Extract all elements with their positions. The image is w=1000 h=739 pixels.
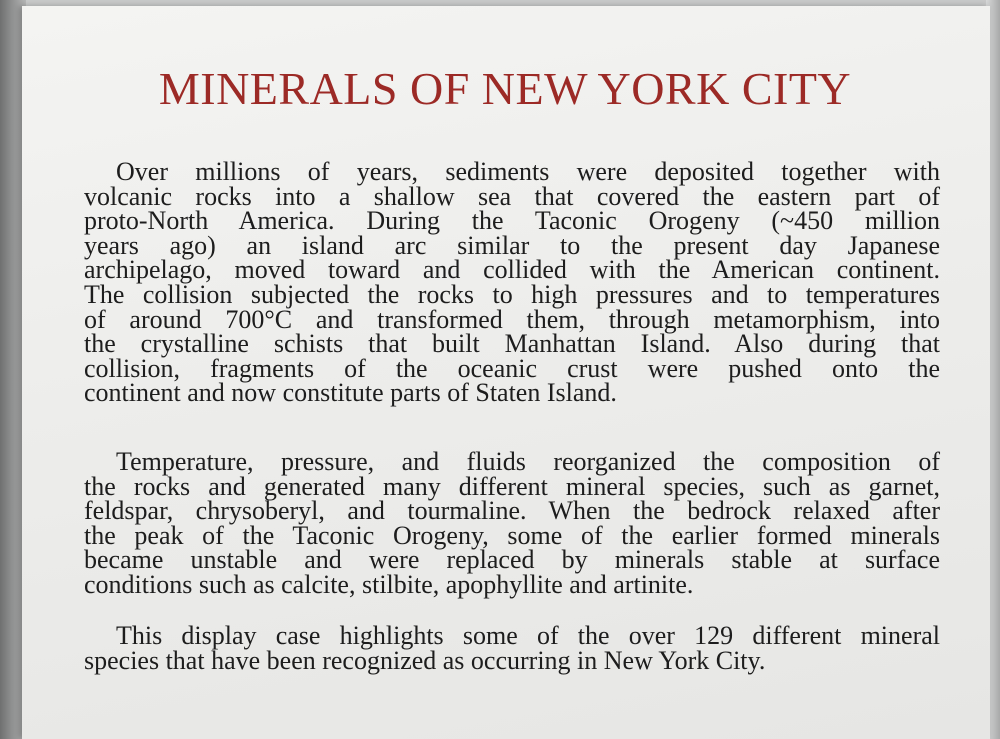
- paragraph-3: [84, 621, 940, 675]
- paragraph-line: conditions such as calcite, stilbite, apophyllite and artinite.: [84, 569, 694, 599]
- paragraph-line: the peak of the Taconic Orogeny, some of the earlier formed minerals: [84, 520, 940, 550]
- paragraph-line: proto-North America. During the Taconic Orogeny (~450 million: [84, 206, 940, 236]
- paragraph-line: the crystalline schists that built Manhattan Island. Also during that: [84, 329, 940, 359]
- paragraph-line: feldspar, chrysoberyl, and tourmaline. When the bedrock relaxed after: [84, 496, 940, 526]
- paragraph-line: Over millions of years, sediments were deposited together with: [116, 157, 940, 186]
- paragraph-line: The collision subjected the rocks to high pressures and to temperatures: [84, 279, 940, 309]
- paragraph-line: of around 700°C and transformed them, through metamorphism, into: [84, 304, 940, 334]
- paragraph-line: years ago) an island arc similar to the present day Japanese: [84, 230, 940, 260]
- paragraph-1: [84, 157, 940, 408]
- paragraph-line: This display case highlights some of the over 129 different mineral: [116, 621, 940, 650]
- paragraph-line: Temperature, pressure, and fluids reorganized the composition of: [116, 447, 940, 476]
- paragraph-2: [84, 447, 940, 599]
- paragraph-line: species that have been recognized as occurring in New York City.: [84, 645, 766, 675]
- paragraph-line: archipelago, moved toward and collided with the American continent.: [84, 255, 940, 285]
- paragraph-line: collision, fragments of the oceanic crust were pushed onto the: [84, 353, 940, 383]
- paragraph-line: continent and now constitute parts of Staten Island.: [84, 378, 617, 408]
- paragraph-line: became unstable and were replaced by minerals stable at surface: [84, 545, 940, 575]
- paragraph-line: volcanic rocks into a shallow sea that covered the eastern part of: [84, 181, 940, 211]
- placard-title: MINERALS OF NEW YORK CITY: [158, 63, 852, 114]
- paragraph-line: the rocks and generated many different mineral species, such as garnet,: [84, 471, 940, 501]
